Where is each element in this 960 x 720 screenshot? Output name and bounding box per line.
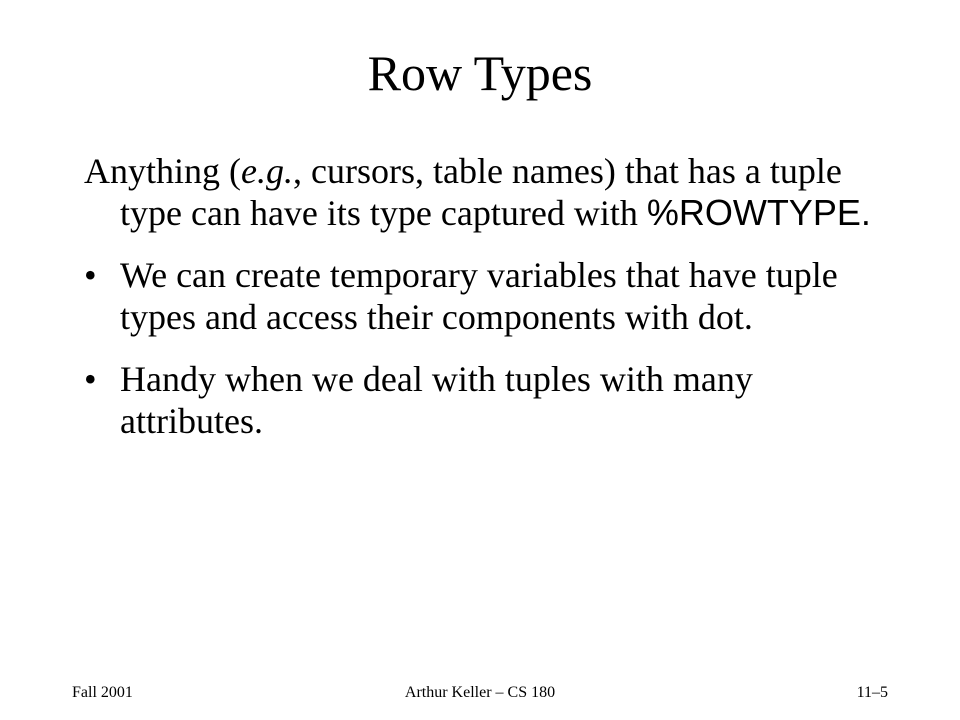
bullet-text-1: We can create temporary variables that have tuple types and access their components with dot.	[120, 255, 838, 337]
bullet-text-2: Handy when we deal with tuples with many attributes.	[120, 359, 753, 441]
footer-author: Arthur Keller – CS 180	[404, 684, 556, 701]
slide-content	[84, 150, 874, 462]
slide-title: Row Types	[367, 45, 593, 101]
intro-eg-italic: e.g.	[241, 151, 293, 191]
intro-text-2: , cursors, table names) that has a tuple type can have its type captured with	[120, 151, 842, 233]
intro-paragraph	[84, 150, 874, 234]
footer-page-number: 11–5	[856, 684, 888, 701]
bullet-icon: •	[84, 255, 97, 295]
intro-text-1: Anything (	[84, 151, 241, 191]
bullet-icon: •	[84, 359, 97, 399]
rowtype-code: %ROWTYPE.	[646, 192, 871, 233]
bullet-item-1	[84, 254, 874, 338]
bullet-item-2	[84, 358, 874, 442]
footer-date: Fall 2001	[72, 684, 133, 701]
